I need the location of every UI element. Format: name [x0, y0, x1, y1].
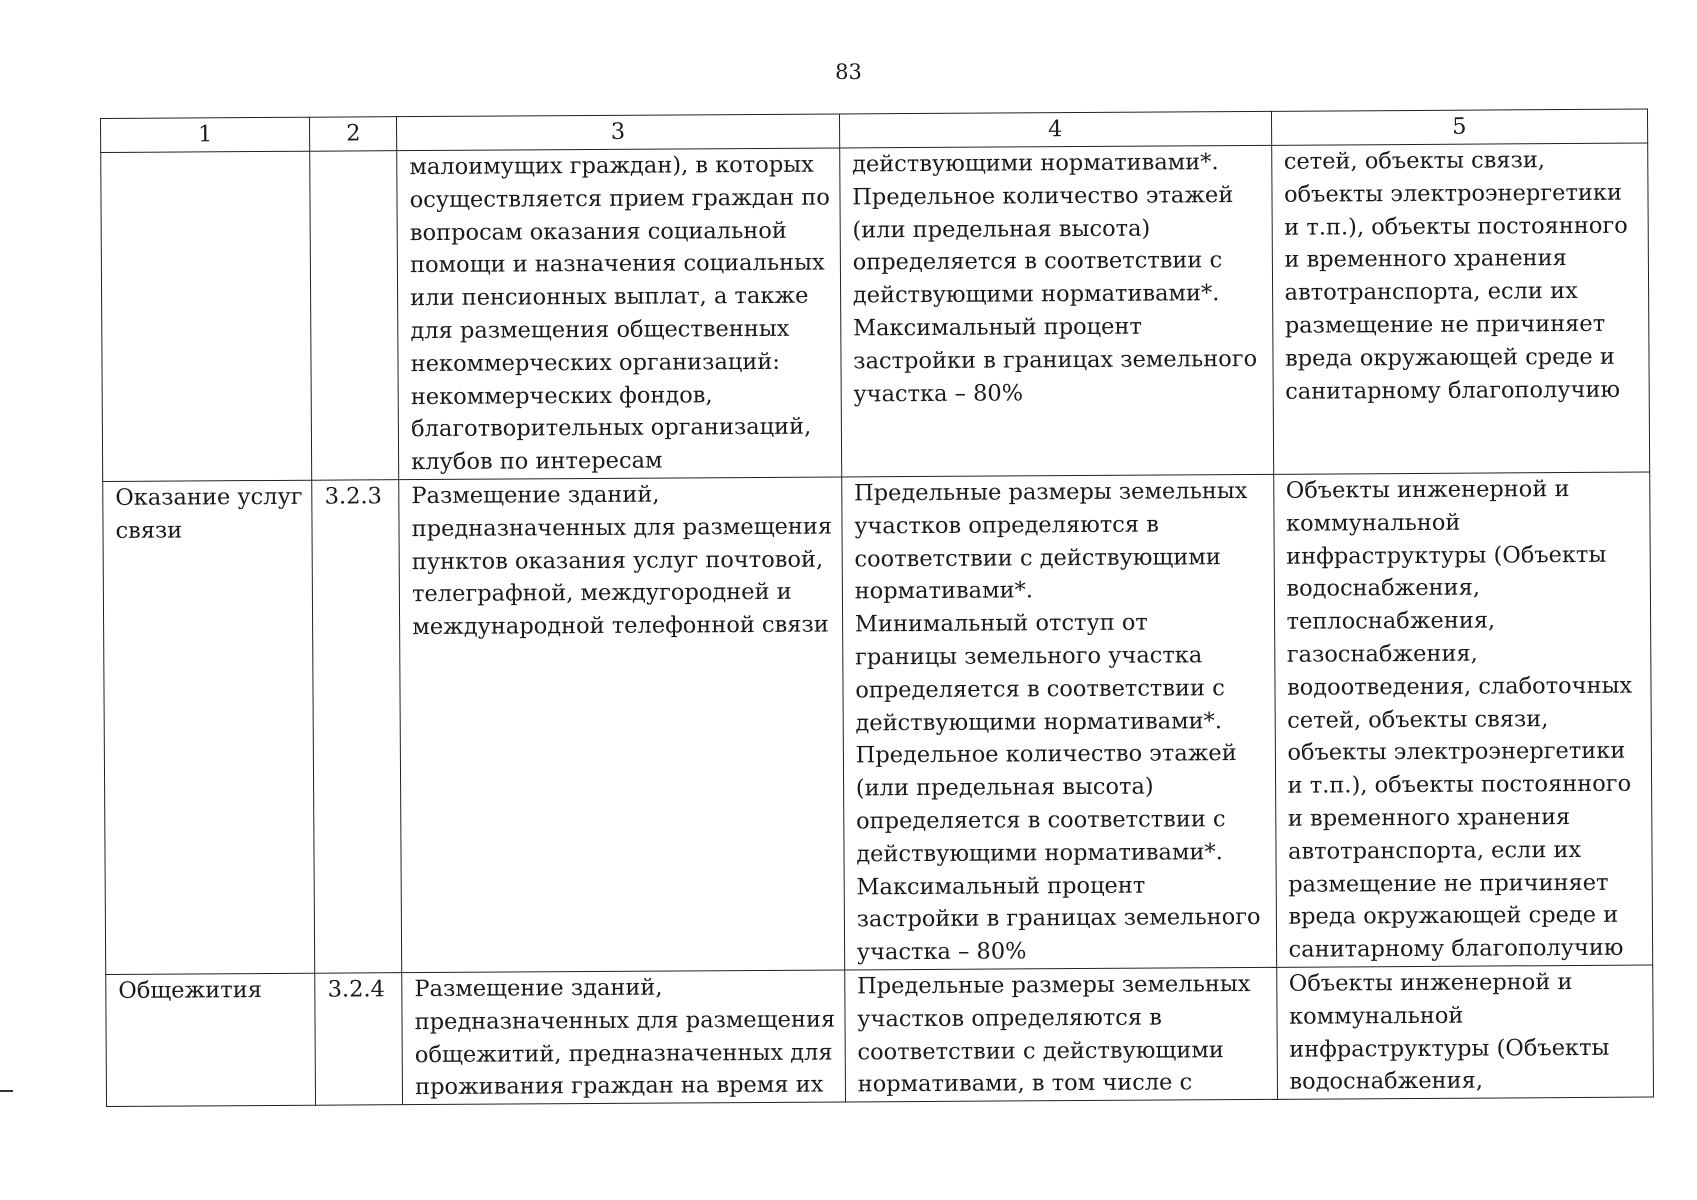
cell-parameters: [841, 474, 1276, 970]
column-header-1: 1: [101, 117, 311, 152]
parameters-text: действующими нормативами*. Предельное количество этажей (или предельная высота) определяется в соответствии с действующими нормативами*. Максимальный процент застройки в границах земельного участка – 80%: [851, 149, 1258, 407]
cell-parameters: [844, 967, 1277, 1102]
use-name-text: Общежития: [118, 976, 262, 1004]
column-header-3: 3: [397, 114, 840, 151]
cell-auxiliary: [1271, 143, 1649, 474]
cell-use-code: [312, 480, 402, 973]
cell-use-name: [106, 973, 316, 1106]
page-number: 83: [835, 60, 862, 84]
use-name-text: [113, 152, 301, 153]
use-code-text: 3.2.4: [327, 976, 386, 1003]
cell-description: [402, 970, 845, 1105]
use-name-text: Оказание услуг связи: [115, 483, 303, 544]
table-row: [106, 965, 1654, 1107]
table-row: [101, 143, 1650, 481]
scan-edge-mark: [0, 1090, 13, 1092]
auxiliary-text: Объекты инженерной и коммунальной инфраструктуры (Объекты водоснабжения,: [1288, 968, 1610, 1096]
zoning-table: [100, 109, 1654, 1108]
parameters-text: Предельные размеры земельных участков определяются в соответствии с действующими нормативами*. Минимальный отступ от границы земельного участка определяется в соответствии с действующими нормативами*. Предельное количество этажей (или предельная высота) определяется в соответствии с действующими нормативами*. Максимальный процент застройки в границах земельного участка – 80%: [853, 477, 1261, 966]
column-header-5: 5: [1271, 109, 1648, 145]
cell-use-code: [315, 973, 403, 1106]
auxiliary-text: сетей, объекты связи, объекты электроэнергетики и т.п.), объекты постоянного и временного хранения автотранспорта, если их размещение не причиняет вреда окружающей среде и санитарному благополучию: [1283, 147, 1628, 405]
cell-auxiliary: [1276, 965, 1653, 1099]
cell-parameters: [839, 145, 1273, 477]
column-header-4: 4: [839, 111, 1271, 148]
cell-auxiliary: [1273, 472, 1652, 967]
description-text: Размещение зданий, предназначенных для размещения пунктов оказания услуг почтовой, телеграфной, междугородней и международной телефонной связи: [411, 481, 833, 641]
cell-use-code: [310, 151, 399, 480]
cell-use-name: [101, 151, 312, 481]
cell-use-name: [103, 480, 315, 974]
table-row: [103, 472, 1653, 974]
parameters-text: Предельные размеры земельных участков определяются в соответствии с действующими нормативами, в том числе с: [857, 970, 1251, 1098]
column-header-2: 2: [310, 117, 397, 152]
use-code-text: 3.2.3: [324, 483, 383, 510]
cell-description: [397, 148, 842, 480]
cell-description: [399, 477, 845, 973]
auxiliary-text: Объекты инженерной и коммунальной инфраструктуры (Объекты водоснабжения, теплоснабжения, газоснабжения, водоотведения, слаботочных сетей, объекты связи, объекты электроэнергетики и т.п.), объекты постоянного и временного хранения автотранспорта, если их размещение не причиняет вреда окружающей среде и санитарному благополучию: [1285, 475, 1633, 963]
description-text: Размещение зданий, предназначенных для размещения общежитий, предназначенных для проживания граждан на время их: [414, 974, 836, 1101]
description-text: малоимущих граждан), в которых осуществляется прием граждан по вопросам оказания социальной помощи и назначения социальных или пенсионных выплат, а также для размещения общественных некоммерческих организаций: некоммерческих фондов, благотворительных организаций, клубов по интересам: [409, 151, 830, 476]
